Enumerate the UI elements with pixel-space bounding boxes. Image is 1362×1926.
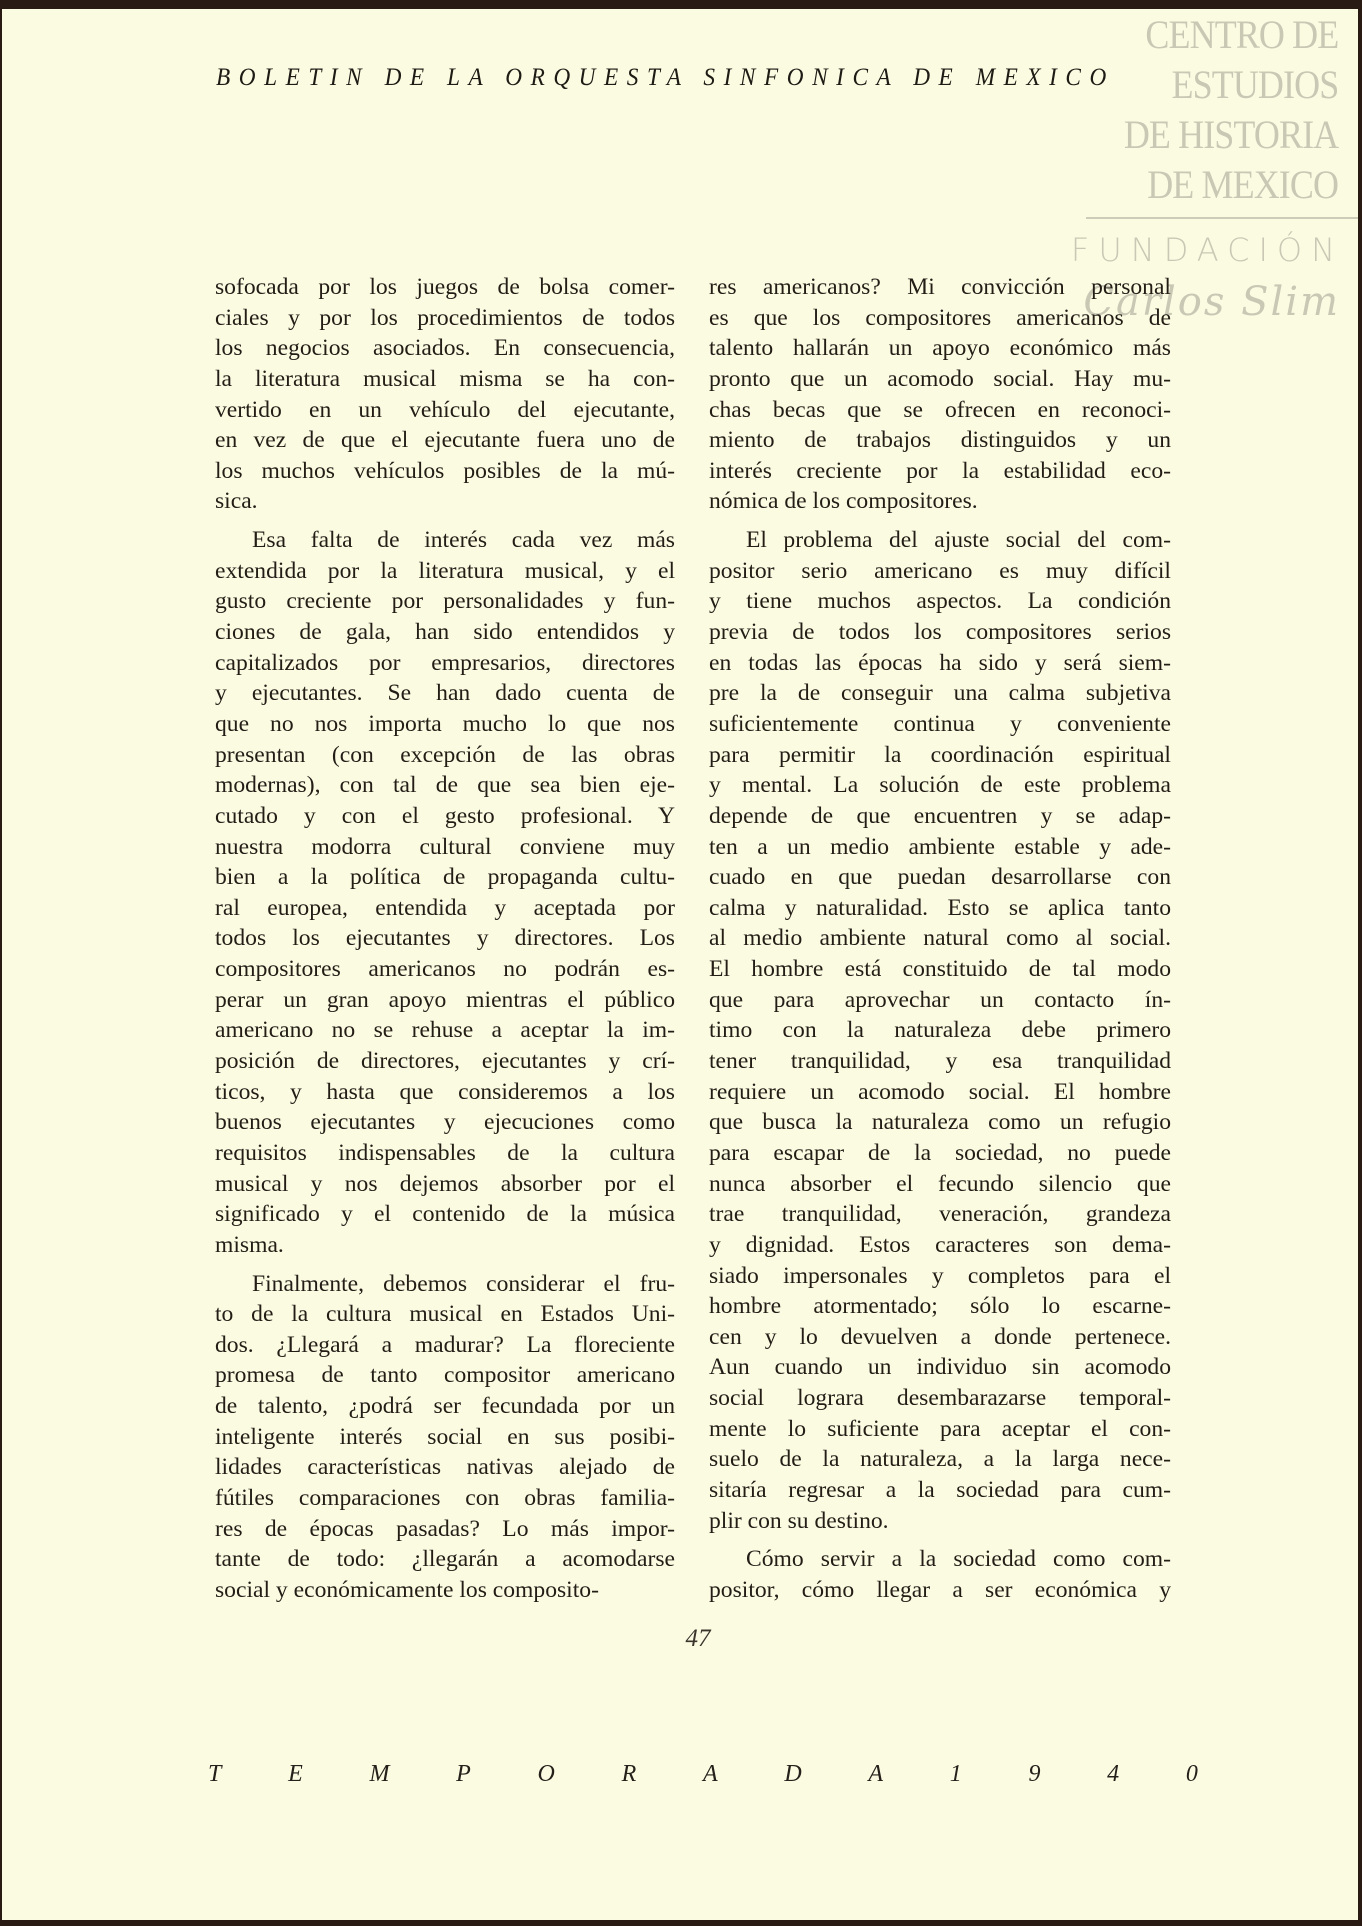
text-line: los muchos vehículos posibles de la mú- [215,457,675,484]
footer-letter: D [784,1761,802,1787]
text-line: positor serio americano es muy difícil [709,557,1171,584]
watermark-line: ESTUDIOS [1171,62,1338,107]
watermark-line: DE HISTORIA [1123,112,1338,157]
text-column-right [709,272,1171,1606]
text-line: Cómo servir a la sociedad como com- [746,1546,1171,1573]
text-line: nuestra modorra cultural conviene muy [215,833,675,860]
text-line: musical y nos dejemos absorber por el [215,1170,675,1197]
text-line: fútiles comparaciones con obras familia- [215,1484,675,1511]
footer-letter: 9 [1028,1761,1041,1787]
text-line: social y económicamente los composito- [215,1576,599,1603]
text-line: capitalizados por empresarios, directores [215,649,675,676]
text-line: y mental. La solución de este problema [709,772,1171,799]
text-column-left [215,272,675,1606]
text-line: nómica de los compositores. [709,488,978,515]
footer-letter: O [537,1761,555,1787]
text-line: positor, cómo llegar a ser económica y [709,1576,1171,1603]
text-line: posición de directores, ejecutantes y crí- [215,1048,675,1075]
text-line: perar un gran apoyo mientras el público [215,986,675,1013]
text-line: bien a la política de propaganda cultu- [215,864,675,891]
text-line: significado y el contenido de la música [215,1201,675,1228]
text-line: requiere un acomodo social. El hombre [709,1078,1171,1105]
text-line: res americanos? Mi convicción personal [709,274,1171,300]
footer-letter: A [702,1761,718,1787]
text-line: tante de todo: ¿llegarán a acomodarse [215,1546,675,1573]
text-line: es que los compositores americanos de [709,304,1171,331]
text-line: americano no se rehuse a aceptar la im- [215,1017,675,1044]
text-line: res de épocas pasadas? Lo más impor- [215,1515,675,1542]
watermark-divider [1086,217,1358,219]
text-line: calma y naturalidad. Esto se aplica tanto [709,894,1171,921]
text-line: chas becas que se ofrecen en reconoci- [709,396,1171,423]
text-line: sofocada por los juegos de bolsa comer- [215,274,675,300]
text-line: social lograra desembarazarse temporal- [709,1385,1171,1412]
text-line: timo con la naturaleza debe primero [709,1017,1171,1044]
text-line: sitaría regresar a la sociedad para cum- [709,1476,1171,1503]
text-line: cuado en que puedan desarrollarse con [709,864,1171,891]
text-line: pre la de conseguir una calma subjetiva [709,680,1171,707]
text-line: dos. ¿Llegará a madurar? La floreciente [215,1331,675,1358]
text-line: la literatura musical misma se ha con- [215,365,675,392]
watermark-foundation: FUNDACIÓN [1070,231,1344,269]
text-line: compositores americanos no podrán es- [215,956,675,983]
footer-letter: T [208,1761,222,1787]
text-line: misma. [215,1231,284,1258]
text-line: mente lo suficiente para aceptar el con- [709,1415,1171,1442]
text-line: sica. [215,488,258,515]
text-line: ten a un medio ambiente estable y ade- [709,833,1171,860]
text-line: Finalmente, debemos considerar el fru- [252,1270,675,1297]
text-line: lidades características nativas alejado de [215,1454,675,1481]
text-line: promesa de tanto compositor americano [215,1362,675,1389]
text-line: El hombre está constituido de tal modo [709,956,1171,983]
document-page [2,9,1358,1920]
text-line: nunca absorber el fecundo silencio que [709,1170,1171,1197]
text-line: plir con su destino. [709,1507,889,1534]
text-line: ciones de gala, han sido entendidos y [215,619,675,646]
text-line: ral europea, entendida y aceptada por [215,894,675,921]
text-line: modernas), con tal de que sea bien eje- [215,772,675,799]
text-line: gusto creciente por personalidades y fun- [215,588,675,615]
text-line: cen y lo devuelven a donde pertenece. [709,1323,1171,1350]
watermark-line: DE MEXICO [1147,162,1338,207]
text-line: talento hallarán un apoyo económico más [709,335,1171,362]
text-line: todos los ejecutantes y directores. Los [215,925,675,952]
footer-letter: 1 [949,1761,962,1787]
text-line: en vez de que el ejecutante fuera uno de [215,427,675,454]
text-line: previa de todos los compositores serios [709,619,1171,646]
text-line: Aun cuando un individuo sin acomodo [709,1354,1171,1381]
text-line: suelo de la naturaleza, a la larga nece- [709,1446,1171,1473]
text-line: Esa falta de interés cada vez más [252,527,675,554]
text-line: pronto que un acomodo social. Hay mu- [709,365,1171,392]
footer-letter: P [456,1761,471,1787]
text-line: y tiene muchos aspectos. La condición [709,588,1171,615]
text-line: en todas las épocas ha sido y será siem- [709,649,1171,676]
paragraph-gap [709,1536,1171,1544]
text-line: trae tranquilidad, veneración, grandeza [709,1201,1171,1228]
text-line: extendida por la literatura musical, y el [215,557,675,584]
footer-letter: 0 [1185,1761,1198,1787]
watermark-line: CENTRO DE [1145,12,1338,57]
text-line: al medio ambiente natural como al social. [709,925,1171,952]
text-line: que para aprovechar un contacto ín- [709,986,1171,1013]
paragraph-gap [709,517,1171,525]
page-number: 47 [685,1625,711,1652]
text-line: depende de que encuentren y se adap- [709,802,1171,829]
footer-letter: A [868,1761,884,1787]
watermark-signature: Carlos Slim [1083,279,1340,325]
text-line: cutado y con el gesto profesional. Y [215,802,675,829]
text-line: y dignidad. Estos caracteres son dema- [709,1231,1171,1258]
text-line: de talento, ¿podrá ser fecundada por un [215,1393,675,1420]
text-line: suficientemente continua y conveniente [709,710,1171,737]
paragraph-gap [215,517,675,525]
footer-season [208,1761,1198,1788]
text-line: tener tranquilidad, y esa tranquilidad [709,1048,1171,1075]
footer-letter: M [369,1761,390,1787]
text-line: interés creciente por la estabilidad eco- [709,457,1171,484]
text-line: requisitos indispensables de la cultura [215,1139,675,1166]
footer-letter: R [621,1761,637,1787]
running-header-title: BOLETIN DE LA ORQUESTA SINFONICA DE MEXICO [216,64,1115,91]
text-line: hombre atormentado; sólo lo escarne- [709,1293,1171,1320]
text-line: para escapar de la sociedad, no puede [709,1139,1171,1166]
footer-letter: 4 [1107,1761,1120,1787]
paragraph-gap [215,1261,675,1269]
text-line: vertido en un vehículo del ejecutante, [215,396,675,423]
text-line: presentan (con excepción de las obras [215,741,675,768]
text-line: siado impersonales y completos para el [709,1262,1171,1289]
text-line: inteligente interés social en sus posibi- [215,1423,675,1450]
text-line: buenos ejecutantes y ejecuciones como [215,1109,675,1136]
text-line: los negocios asociados. En consecuencia, [215,335,675,362]
text-line: que busca la naturaleza como un refugio [709,1109,1171,1136]
text-line: para permitir la coordinación espiritual [709,741,1171,768]
text-line: que no nos importa mucho lo que nos [215,710,675,737]
text-line: ciales y por los procedimientos de todos [215,304,675,331]
footer-letter: E [288,1761,303,1787]
text-line: to de la cultura musical en Estados Uni- [215,1301,675,1328]
text-line: El problema del ajuste social del com- [746,527,1171,554]
text-line: miento de trabajos distinguidos y un [709,427,1171,454]
text-line: y ejecutantes. Se han dado cuenta de [215,680,675,707]
text-line: ticos, y hasta que consideremos a los [215,1078,675,1105]
